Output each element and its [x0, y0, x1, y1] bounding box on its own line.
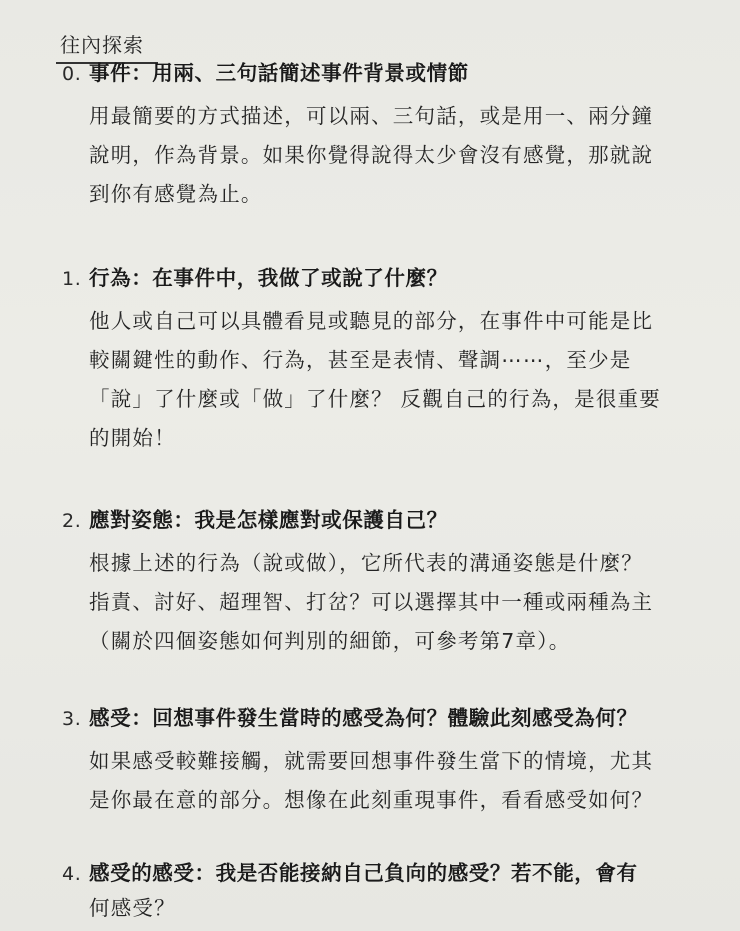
section-feelings-about-feelings	[62, 858, 702, 928]
section-heading: 事件：用兩、三句話簡述事件背景或情節	[89, 61, 469, 85]
body-line: （關於四個姿態如何判別的細節，可參考第7章）。	[89, 629, 571, 653]
section-number: 4.	[62, 863, 82, 885]
section-behavior	[62, 263, 702, 458]
body-line: 說明，作為背景。如果你覺得說得太少會沒有感覺，那就說	[89, 143, 654, 167]
body-line: 他人或自己可以具體看見或聽見的部分，在事件中可能是比	[89, 309, 654, 333]
section-title	[62, 58, 702, 89]
body-line: 到你有感覺為止。	[89, 182, 263, 206]
section-heading: 感受的感受：我是否能接納自己負向的感受？若不能，會有	[89, 861, 638, 885]
section-body	[89, 97, 702, 214]
section-number: 3.	[62, 708, 82, 730]
body-line: 指責、討好、超理智、打岔？可以選擇其中一種或兩種為主	[89, 590, 654, 614]
body-line: 較關鍵性的動作、行為，甚至是表情、聲調⋯⋯，至少是	[89, 348, 632, 372]
section-body	[89, 544, 702, 661]
section-heading: 感受：回想事件發生當時的感受為何？體驗此刻感受為何？	[89, 706, 638, 730]
section-body	[89, 302, 702, 458]
body-line: 用最簡要的方式描述，可以兩、三句話，或是用一、兩分鐘	[89, 104, 654, 128]
section-title	[62, 703, 702, 734]
section-body	[89, 889, 702, 928]
section-feelings	[62, 703, 702, 820]
section-title	[62, 858, 702, 889]
section-number: 2.	[62, 510, 82, 532]
section-number: 0.	[62, 63, 82, 85]
body-line: 根據上述的行為（說或做），它所代表的溝通姿態是什麼？	[89, 551, 643, 575]
section-heading: 行為：在事件中，我做了或說了什麼？	[89, 266, 448, 290]
section-event	[62, 58, 702, 214]
section-body	[89, 742, 702, 820]
section-title	[62, 263, 702, 294]
body-line: 何感受？	[89, 896, 176, 920]
section-number: 1.	[62, 268, 82, 290]
body-line: 的開始！	[89, 426, 176, 450]
body-line: 「說」了什麼或「做」了什麼？ 反觀自己的行為，是很重要	[89, 387, 661, 411]
section-title	[62, 505, 702, 536]
section-coping-stance	[62, 505, 702, 661]
page-header: 往內探索	[60, 33, 144, 57]
body-line: 是你最在意的部分。想像在此刻重現事件，看看感受如何？	[89, 788, 654, 812]
section-heading: 應對姿態：我是怎樣應對或保護自己？	[89, 508, 448, 532]
body-line: 如果感受較難接觸，就需要回想事件發生當下的情境，尤其	[89, 749, 654, 773]
